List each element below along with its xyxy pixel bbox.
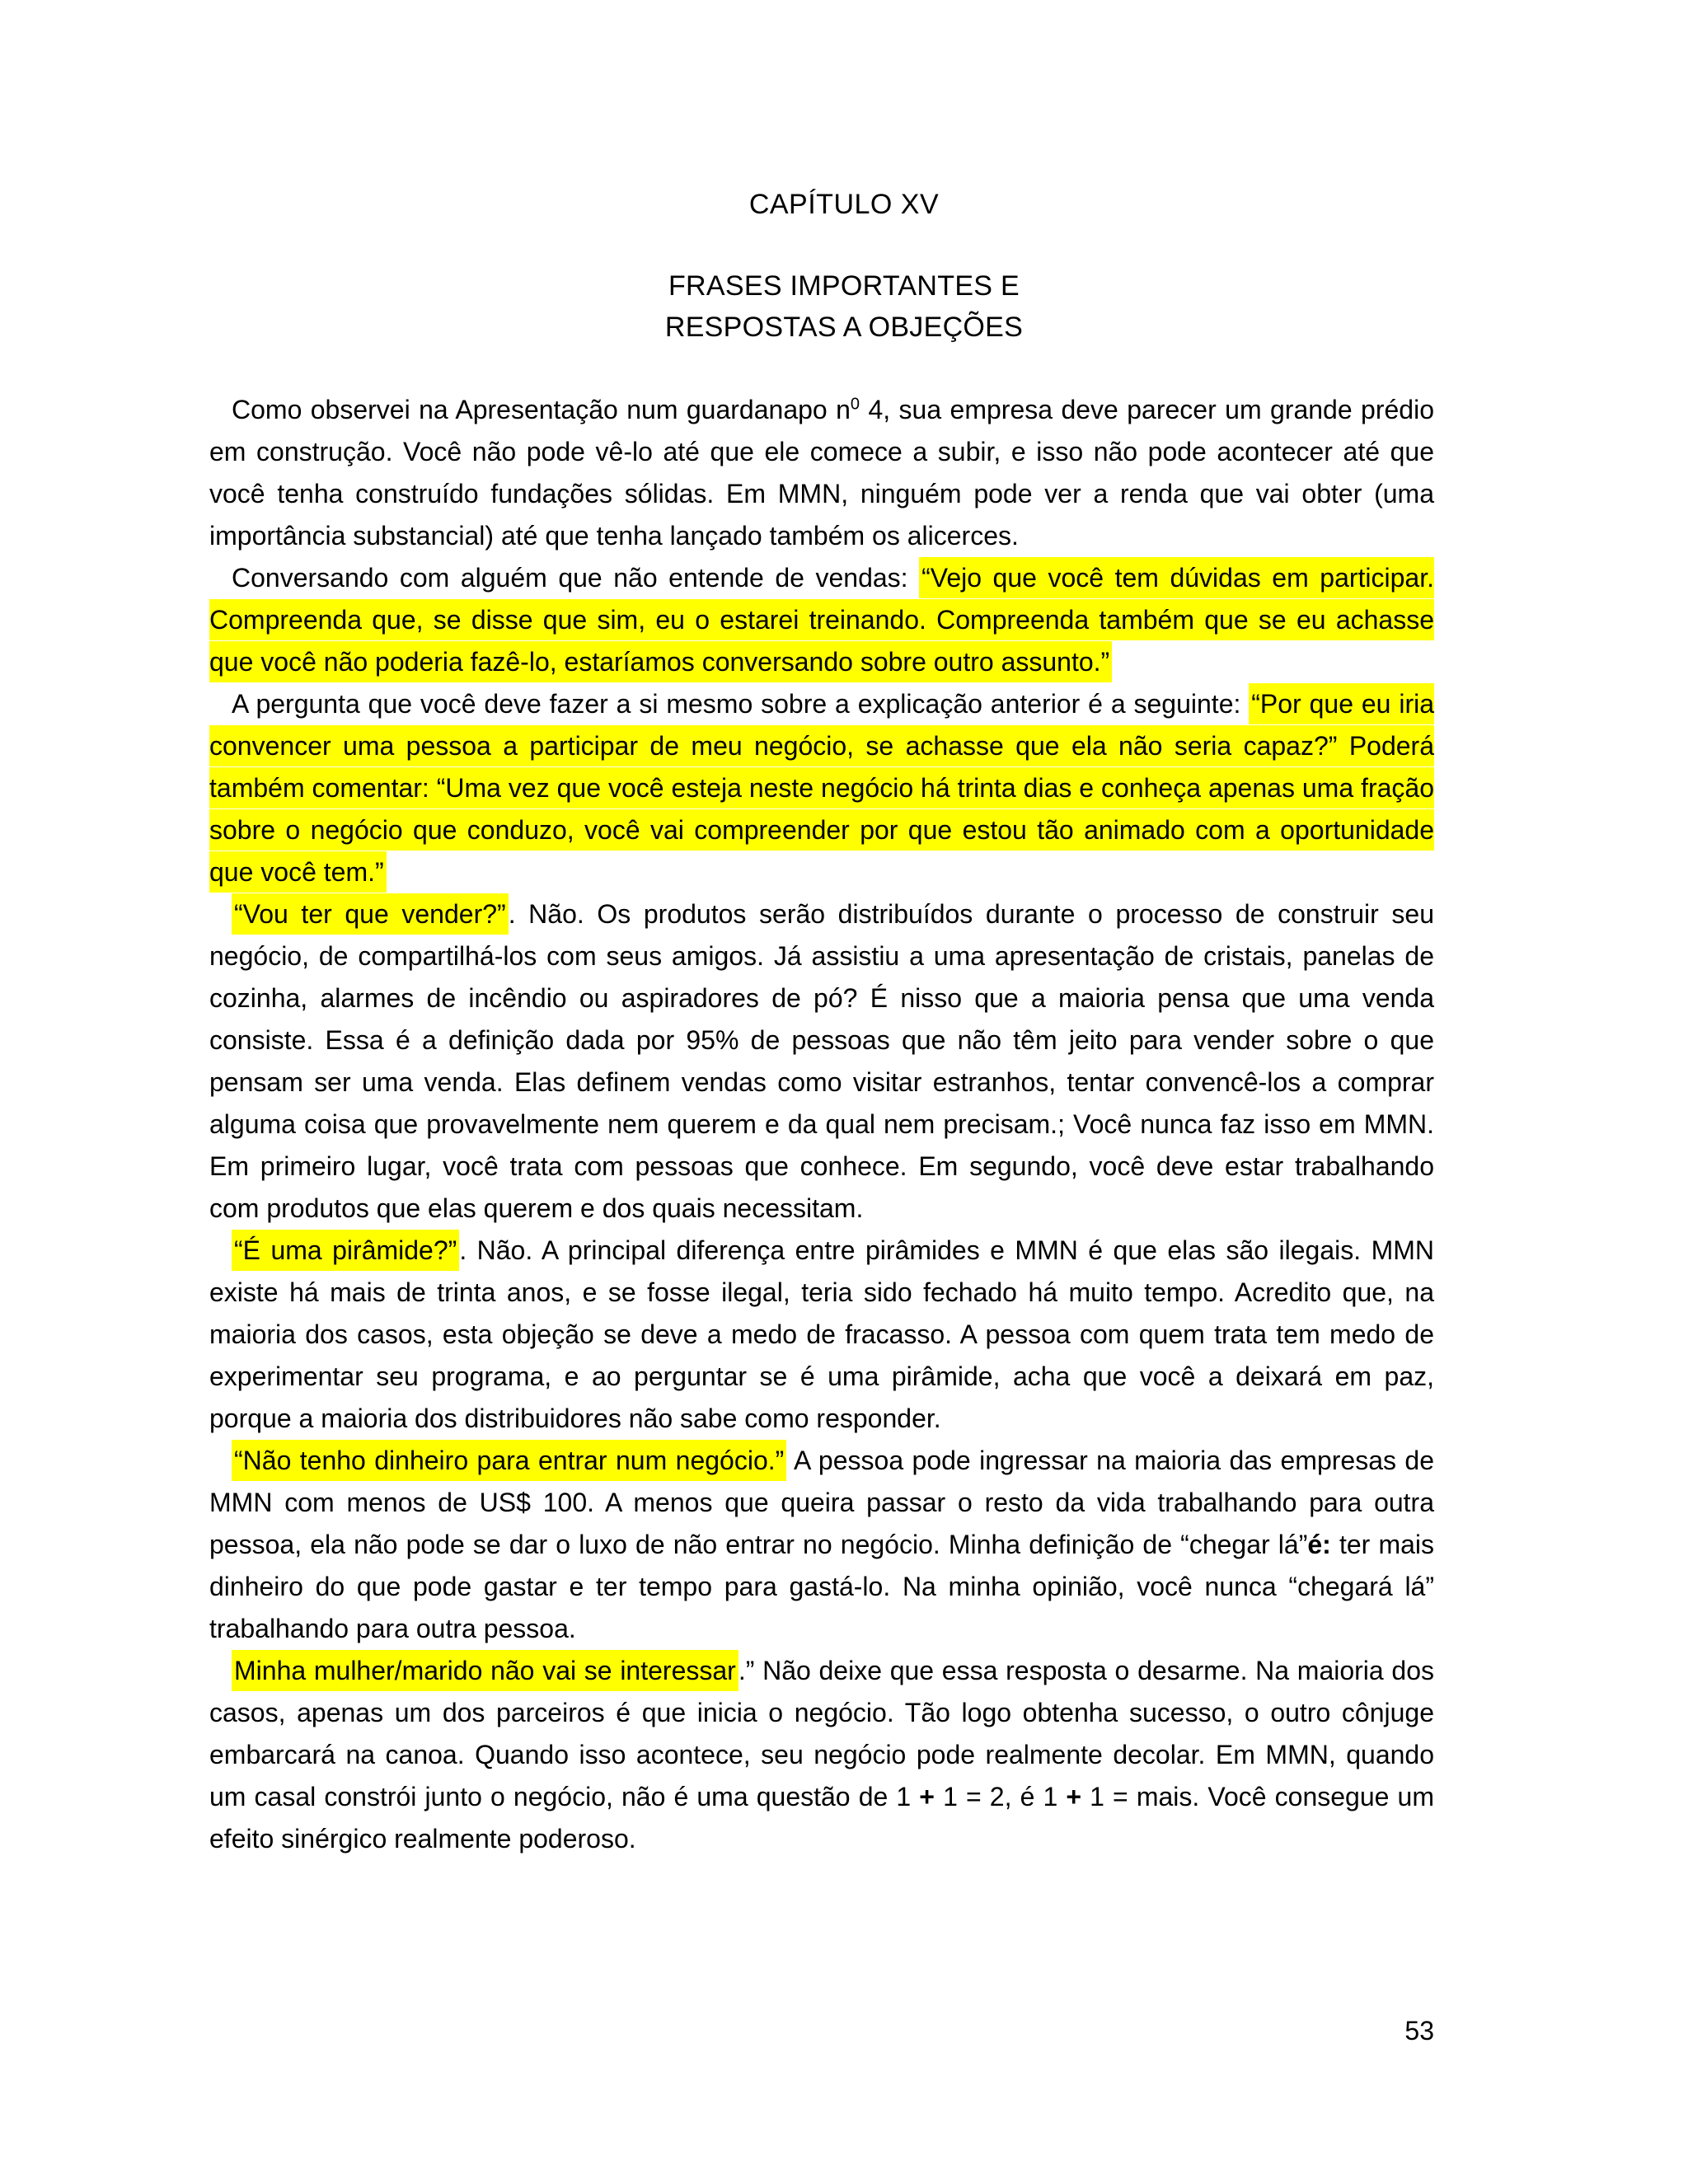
superscript-text: 0 (850, 395, 860, 414)
text-run: 4, sua empresa deve parecer um grande prédio em construção. Você não pode vê-lo até que ele comece a subir, e isso não pode acontecer até que você tenha construído fundações sólidas. Em MMN, ninguém pode ver a renda que vai obter (uma importância substancial) até que tenha lançado também os alicerces. (209, 395, 1435, 551)
paragraph (209, 1230, 1434, 1440)
text-run: . Não. A principal diferença entre pirâmides e MMN é que elas são ilegais. MMN existe há mais de trinta anos, e se fosse ilegal, teria sido fechado há muito tempo. Acredito que, na maioria dos casos, esta objeção se deve a medo de fracasso. A pessoa com quem trata tem medo de experimentar seu programa, e ao perguntar se é uma pirâmide, acha que você a deixará em paz, porque a maioria dos distribuidores não sabe como responder. (209, 1235, 1435, 1433)
paragraph (209, 389, 1434, 557)
paragraph (209, 1440, 1434, 1650)
subtitle-line-2: RESPOSTAS A OBJEÇÕES (664, 312, 1024, 343)
paragraph (209, 557, 1434, 683)
highlighted-text: “Vou ter que vender?” (232, 893, 509, 935)
highlighted-text: “Por que eu iria convencer uma pessoa a participar de meu negócio, se achasse que ela não seria capaz?” Poderá também comentar: “Uma vez que você esteja neste negócio há trinta dias e conheça apenas uma fração sobre o negócio que conduzo, você vai compreender por que estou tão animado com a oportunidade que você tem.” (209, 683, 1434, 893)
document-body (209, 389, 1434, 1860)
highlighted-text: “Vejo que você tem dúvidas em participar. Compreenda que, se disse que sim, eu o estarei treinando. Compreenda também que se eu achasse que você não poderia fazê-lo, estaríamos conversando sobre outro assunto.” (209, 557, 1434, 682)
text-run: + (919, 1782, 935, 1811)
highlighted-text: “É uma pirâmide?” (232, 1230, 459, 1271)
text-run: + (1066, 1782, 1082, 1811)
text-run: Como observei na Apresentação num guardanapo n (232, 395, 851, 424)
chapter-subtitle (0, 265, 1688, 348)
text-run: ter mais dinheiro do que pode gastar e ter tempo para gastá-lo. Na minha opinião, você nunca “chegará lá” trabalhando para outra pessoa. (209, 1530, 1434, 1643)
text-run: 1 = mais. Você consegue um efeito sinérgico realmente poderoso. (209, 1782, 1434, 1854)
text-run: .” Não deixe que essa resposta o desarme. Na maioria dos casos, apenas um dos parceiros é que inicia o negócio. Tão logo obtenha sucesso, o outro cônjuge embarcará na canoa. Quando isso acontece, seu negócio pode realmente decolar. Em MMN, quando um casal constrói junto o negócio, não é uma questão de 1 (209, 1656, 1435, 1811)
text-run: é: (1307, 1530, 1331, 1559)
subtitle-line-1: FRASES IMPORTANTES E (668, 270, 1020, 302)
chapter-title: CAPÍTULO XV (748, 189, 940, 220)
paragraph (209, 893, 1434, 1230)
highlighted-text: “Não tenho dinheiro para entrar num negócio.” (232, 1440, 786, 1481)
text-run: 1 = 2, é 1 (934, 1782, 1067, 1811)
text-run: . Não. Os produtos serão distribuídos durante o processo de construir seu negócio, de compartilhá-los com seus amigos. Já assistiu a uma apresentação de cristais, panelas de cozinha, alarmes de incêndio ou aspiradores de pó? É nisso que a maioria pensa que uma venda consiste. Essa é a definição dada por 95% de pessoas que não têm jeito para vender sobre o que pensam ser uma venda. Elas definem vendas como visitar estranhos, tentar convencê-los a comprar alguma coisa que provavelmente nem querem e da qual nem precisam.; Você nunca faz isso em MMN. Em primeiro lugar, você trata com pessoas que conhece. Em segundo, você deve estar trabalhando com produtos que elas querem e dos quais necessitam. (209, 899, 1435, 1223)
text-run: Conversando com alguém que não entende de vendas: (232, 563, 920, 593)
page-number: 53 (1404, 2016, 1434, 2046)
text-run: A pergunta que você deve fazer a si mesmo sobre a explicação anterior é a seguinte: (232, 689, 1250, 719)
highlighted-text: Minha mulher/marido não vai se interessar (232, 1650, 738, 1691)
paragraph (209, 1650, 1434, 1860)
paragraph (209, 683, 1434, 893)
text-run: A pessoa pode ingressar na maioria das empresas de MMN com menos de US$ 100. A menos que queira passar o resto da vida trabalhando para outra pessoa, ela não pode se dar o luxo de não entrar no negócio. Minha definição de “chegar lá” (209, 1446, 1434, 1559)
